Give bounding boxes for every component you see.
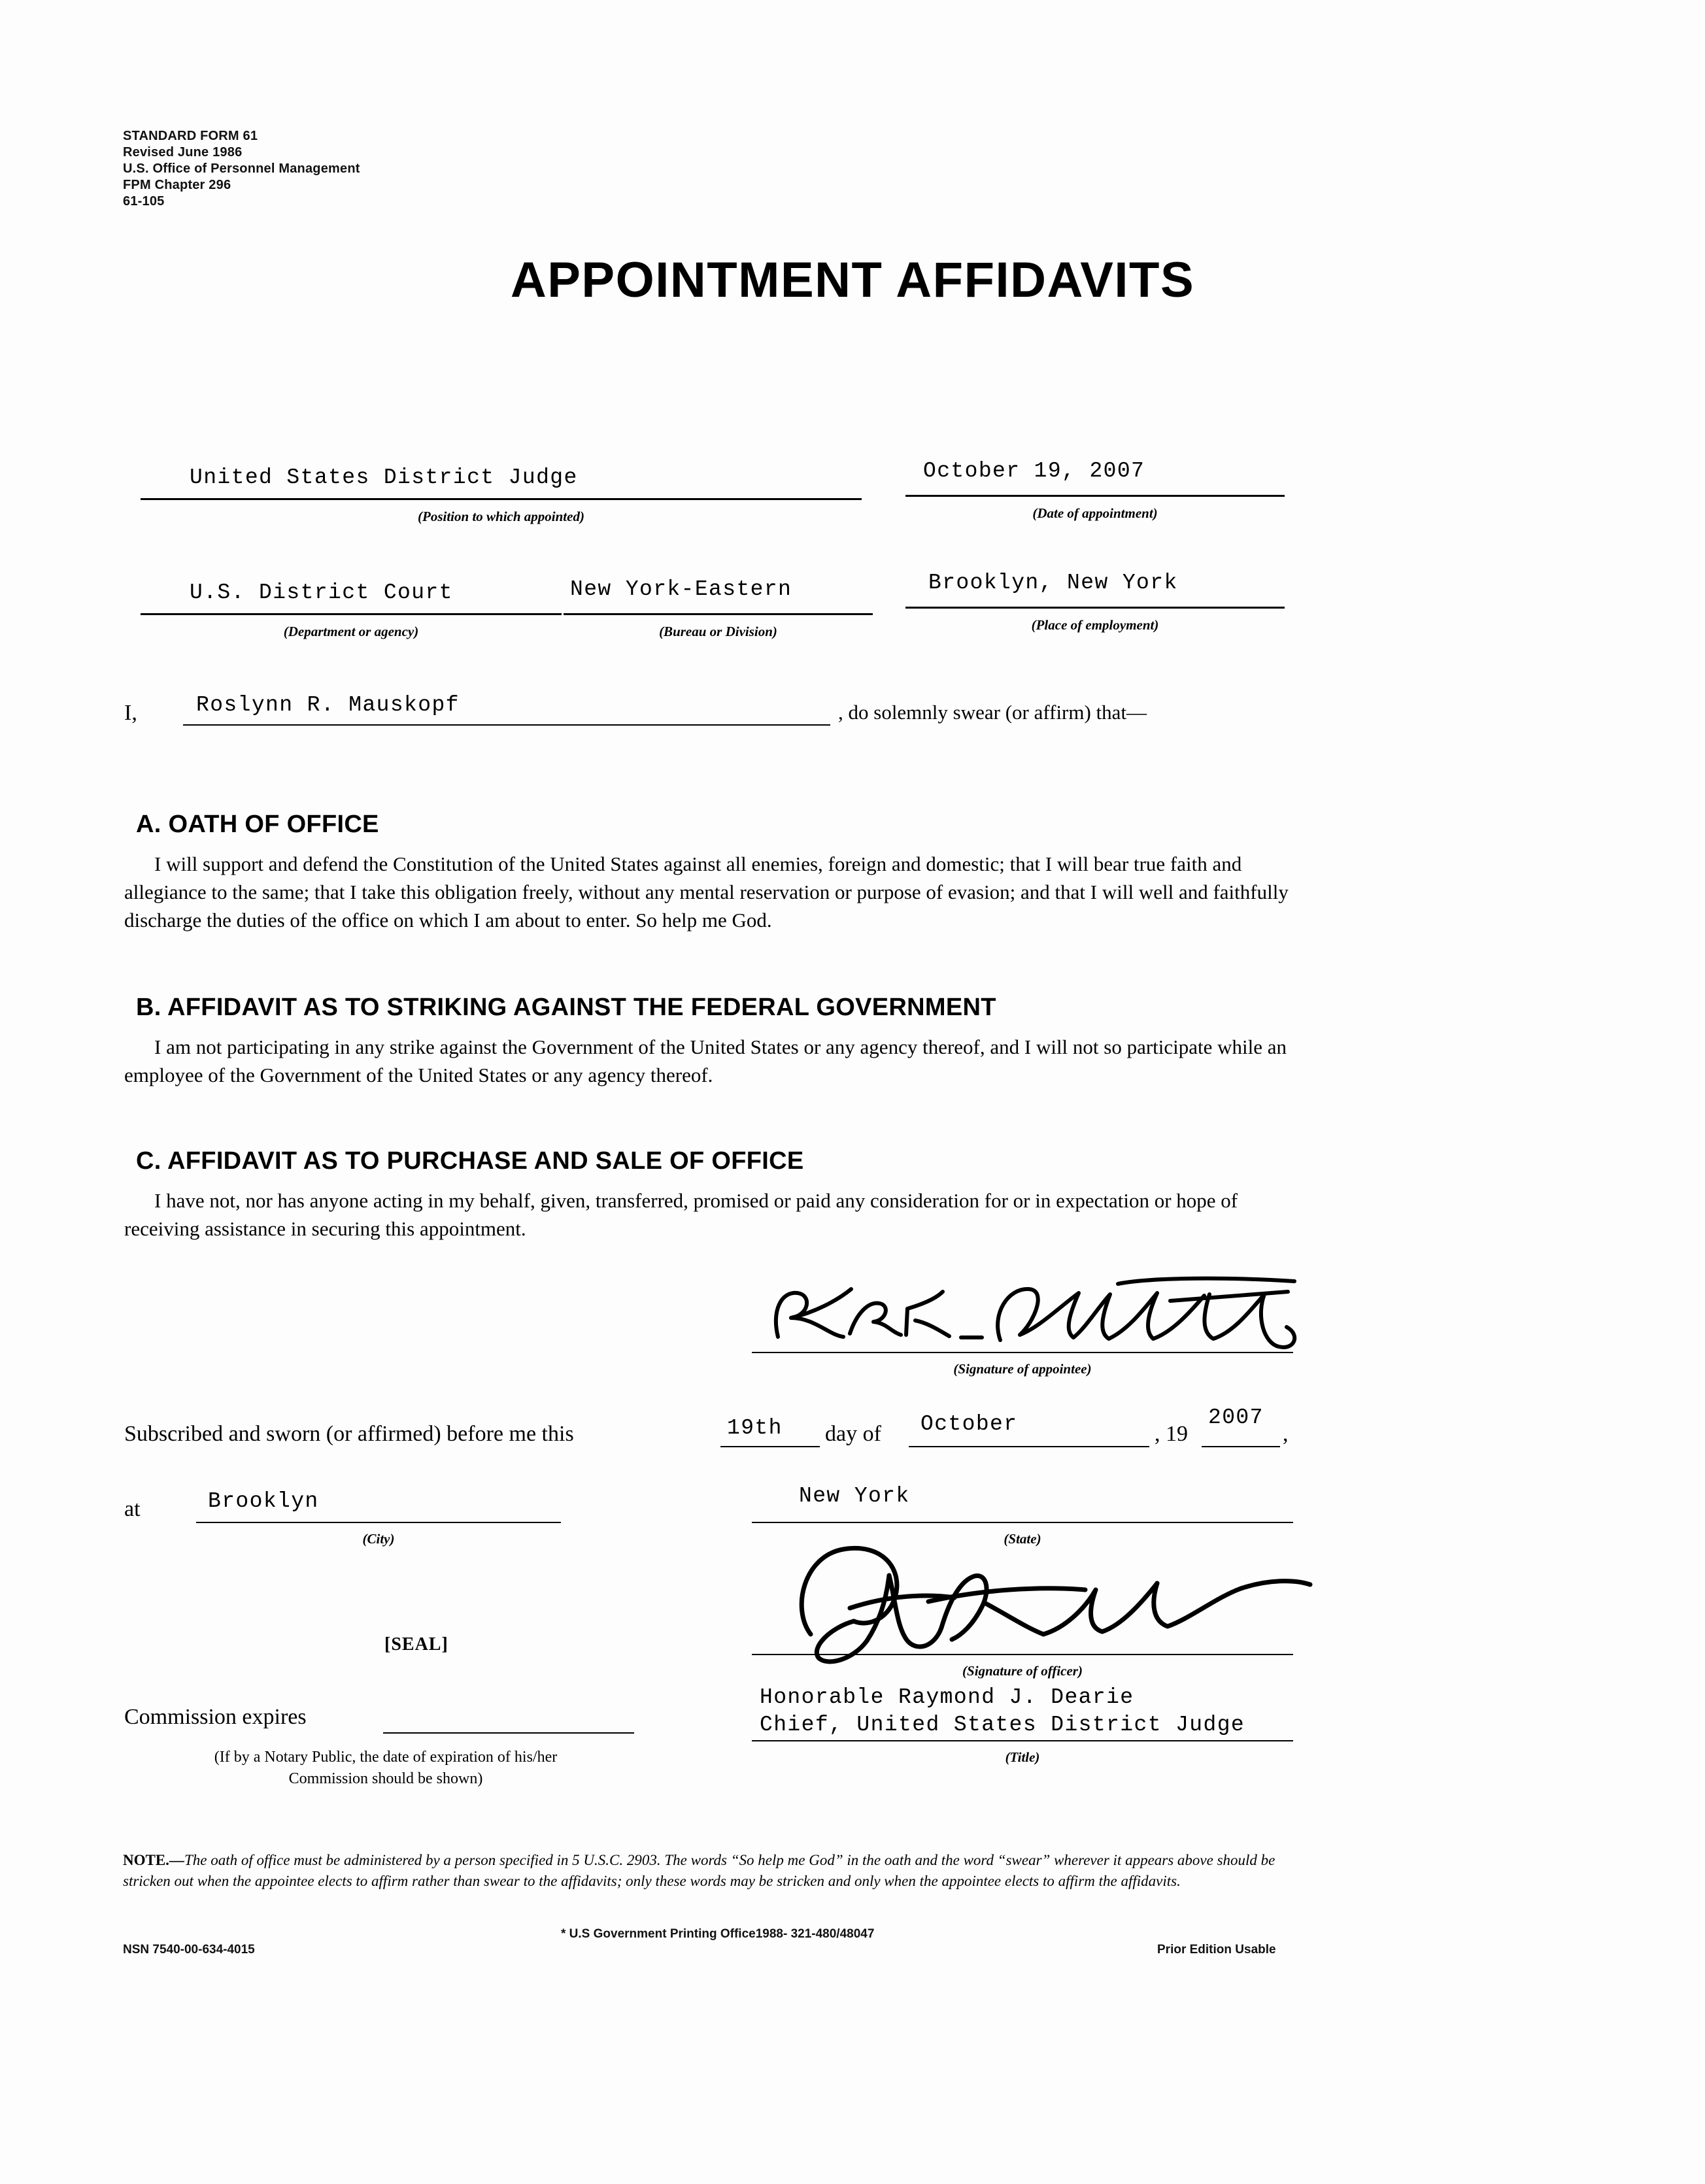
- commission-expires-label: Commission expires: [124, 1705, 307, 1729]
- section-b-body: [124, 1033, 1294, 1089]
- appointee-signature-mark: [752, 1275, 1308, 1360]
- commission-note: [98, 1747, 673, 1790]
- footer-nsn: NSN 7540-00-634-4015: [123, 1943, 255, 1957]
- form-header-block: [123, 128, 360, 210]
- footer-printing-office: * U.S Government Printing Office1988- 321-480/48047: [561, 1927, 875, 1941]
- jurat-trailing: ,: [1283, 1422, 1289, 1446]
- date-of-appointment-caption: (Date of appointment): [1032, 505, 1158, 521]
- state-value: New York: [799, 1484, 910, 1508]
- appointee-prefix: I,: [124, 701, 137, 725]
- section-c-heading: C. AFFIDAVIT AS TO PURCHASE AND SALE OF OFFICE: [136, 1147, 804, 1175]
- bureau-value: New York-Eastern: [570, 577, 792, 601]
- date-of-appointment-value: October 19, 2007: [923, 459, 1145, 483]
- form-header-line-4: FPM Chapter 296: [123, 178, 231, 192]
- footer-prior-edition: Prior Edition Usable: [1157, 1943, 1276, 1957]
- officer-name-line-1: Honorable Raymond J. Dearie: [760, 1685, 1134, 1709]
- state-caption: (State): [1004, 1531, 1041, 1547]
- position-rule: [141, 498, 862, 500]
- city-caption: (City): [362, 1531, 395, 1547]
- department-caption: (Department or agency): [283, 624, 419, 639]
- bureau-rule: [564, 613, 873, 615]
- officer-title-rule: [752, 1740, 1293, 1741]
- jurat-day-value: 19th: [727, 1416, 783, 1440]
- appointee-suffix: , do solemnly swear (or affirm) that—: [838, 701, 1147, 724]
- place-of-employment-value: Brooklyn, New York: [928, 571, 1178, 595]
- bureau-caption: (Bureau or Division): [659, 624, 777, 639]
- jurat-lead: Subscribed and sworn (or affirmed) before me this: [124, 1422, 574, 1446]
- jurat-month-rule: [909, 1446, 1149, 1447]
- place-of-employment-caption: (Place of employment): [1031, 617, 1159, 633]
- city-value: Brooklyn: [208, 1489, 319, 1513]
- commission-note-line-2: Commission should be shown): [288, 1770, 483, 1787]
- section-b-heading: B. AFFIDAVIT AS TO STRIKING AGAINST THE FEDERAL GOVERNMENT: [136, 994, 996, 1021]
- form-header-line-2: Revised June 1986: [123, 145, 243, 160]
- appointee-signature-rule: [752, 1352, 1293, 1353]
- form-header-line-5: 61-105: [123, 194, 165, 209]
- officer-signature-mark: [732, 1530, 1321, 1667]
- department-value: U.S. District Court: [190, 580, 453, 605]
- department-rule: [141, 613, 562, 615]
- jurat-year-rule: [1202, 1446, 1280, 1447]
- form-header-line-1: STANDARD FORM 61: [123, 129, 258, 143]
- city-rule: [196, 1522, 561, 1523]
- section-b-body-text: I am not participating in any strike against the Government of the United States or any agency thereof, and I will not so participate while an employee of the Government of the United States or any agency thereof.: [124, 1035, 1287, 1086]
- footer-note-label: NOTE.—: [123, 1852, 184, 1868]
- jurat-day-rule: [720, 1446, 820, 1447]
- jurat-day-label: day of: [825, 1422, 881, 1446]
- officer-name-line-2: Chief, United States District Judge: [760, 1713, 1245, 1737]
- section-a-body: [124, 850, 1294, 934]
- state-rule: [752, 1522, 1293, 1523]
- location-at-label: at: [124, 1497, 141, 1521]
- commission-note-line-1: (If by a Notary Public, the date of expiration of his/her: [214, 1749, 558, 1766]
- position-value: United States District Judge: [190, 465, 578, 490]
- appointee-name-value: Roslynn R. Mauskopf: [196, 693, 460, 717]
- section-c-body: [124, 1186, 1294, 1243]
- commission-expires-rule: [383, 1732, 634, 1734]
- appointee-name-rule: [183, 724, 830, 726]
- appointee-signature-caption: (Signature of appointee): [953, 1361, 1092, 1377]
- jurat-month-value: October: [920, 1412, 1018, 1436]
- position-caption: (Position to which appointed): [418, 509, 584, 524]
- place-of-employment-rule: [905, 607, 1285, 609]
- jurat-year-value: 2007: [1208, 1405, 1264, 1430]
- seal-label: [SEAL]: [384, 1634, 448, 1655]
- jurat-year-prefix: , 19: [1155, 1422, 1188, 1446]
- officer-signature-rule: [752, 1654, 1293, 1655]
- footer-note-text: The oath of office must be administered by a person specified in 5 U.S.C. 2903. The words “So help me God” in the oath and the word “swear” wherever it appears above should be stricken out when the appointee elects to affirm rather than swear to the affidavits; only these words may be stricken and only when the appointee elects to affirm the affidavits.: [123, 1852, 1275, 1889]
- date-of-appointment-rule: [905, 495, 1285, 497]
- officer-title-caption: (Title): [1005, 1749, 1040, 1765]
- footer-note: [123, 1850, 1300, 1892]
- section-c-body-text: I have not, nor has anyone acting in my behalf, given, transferred, promised or paid any consideration for or in expectation or hope of receiving assistance in securing this appointment.: [124, 1189, 1238, 1240]
- section-a-heading: A. OATH OF OFFICE: [136, 811, 379, 838]
- form-header-line-3: U.S. Office of Personnel Management: [123, 161, 360, 176]
- section-a-body-text: I will support and defend the Constitution of the United States against all enemies, foreign and domestic; that I will bear true faith and allegiance to the same; that I take this obligation freely, without any mental reservation or purpose of evasion; and that I will well and faithfully discharge the duties of the office on which I am about to enter. So help me God.: [124, 852, 1289, 932]
- officer-signature-caption: (Signature of officer): [962, 1663, 1083, 1679]
- page-title: APPOINTMENT AFFIDAVITS: [510, 252, 1195, 308]
